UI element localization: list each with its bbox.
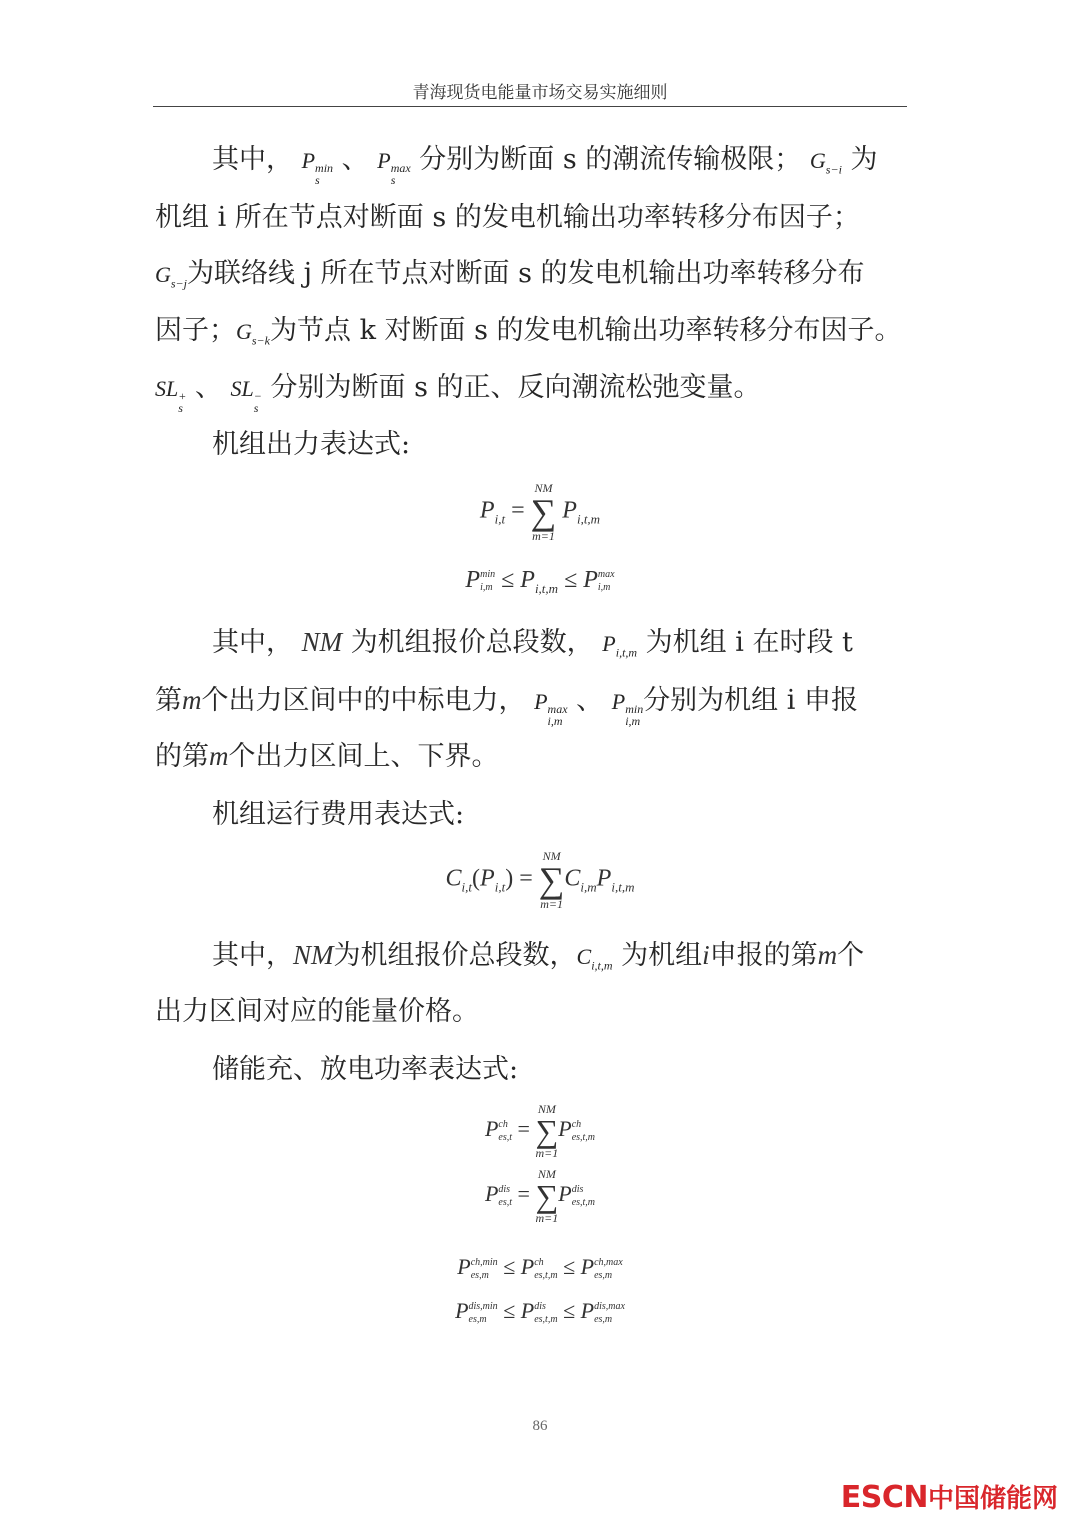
text: 第 bbox=[155, 685, 182, 716]
paragraph-line-7 bbox=[212, 622, 907, 662]
text: 、 bbox=[341, 144, 369, 175]
text: 为 bbox=[850, 144, 878, 175]
text: 为机组报价总段数， bbox=[350, 627, 594, 658]
equation-1: $P_{i,t}$ = NM ∑ m=1 $P_{i,t,m}$ bbox=[479, 481, 601, 543]
paragraph-line-10: 机组运行费用表达式: bbox=[212, 799, 465, 830]
symbol-sl-minus: SL − s bbox=[230, 376, 262, 415]
paragraph-line-6: 机组出力表达式: bbox=[212, 429, 411, 460]
escn-watermark-logo bbox=[841, 1478, 1058, 1515]
text: 、 bbox=[576, 685, 604, 716]
text: 为联络线 j 所在节点对断面 s 的发电机输出功率转移分布 bbox=[187, 258, 865, 289]
sigma-sum: NM ∑ m=1 bbox=[535, 1102, 559, 1160]
symbol-g-sk: $G_{s-k}$ bbox=[236, 319, 270, 348]
symbol-m: m bbox=[817, 940, 838, 970]
symbol-g-si: $G_{s-i}$ bbox=[809, 148, 842, 177]
text: 其中， bbox=[212, 627, 293, 658]
text: 申报的第 bbox=[709, 940, 818, 971]
text: 分别为机组 i 申报 bbox=[643, 685, 858, 716]
symbol-m: m bbox=[182, 685, 202, 715]
page-header-title: 青海现货电能量市场交易实施细则 bbox=[412, 83, 668, 103]
symbol-nm: NM bbox=[293, 940, 334, 970]
text: 的第 bbox=[155, 741, 209, 772]
text: 因子； bbox=[155, 315, 236, 346]
symbol-m: m bbox=[209, 741, 229, 771]
text: 分别为断面 s 的正、反向潮流松弛变量。 bbox=[270, 372, 761, 403]
equation-6: P ch,min es,m ≤ P ch es,t,m ≤ P ch,max es,m bbox=[457, 1254, 623, 1281]
paragraph-line-1 bbox=[212, 140, 907, 187]
sigma-sum: NM ∑ m=1 bbox=[538, 849, 565, 911]
text: 其中， bbox=[212, 940, 293, 971]
text: 、 bbox=[194, 372, 222, 403]
logo-cn: 中国储能网 bbox=[927, 1484, 1058, 1514]
symbol-i: i bbox=[702, 940, 710, 970]
paragraph-line-12: 出力区间对应的能量价格。 bbox=[155, 996, 479, 1027]
text: 个出力区间上、下界。 bbox=[228, 741, 499, 772]
symbol-ps-min: P min s bbox=[301, 148, 334, 187]
symbol-ps-max: P max s bbox=[377, 148, 411, 187]
symbol-p-im-min: P min i,m bbox=[611, 689, 644, 728]
symbol-g-sj: $G_{s-j}$ bbox=[155, 262, 187, 291]
text: 个出力区间中的中标电力， bbox=[201, 685, 526, 716]
text: 分别为断面 s 的潮流传输极限； bbox=[419, 144, 802, 175]
text: 为节点 k 对断面 s 的发电机输出功率转移分布因子。 bbox=[269, 315, 902, 346]
page-number: 86 bbox=[532, 1418, 548, 1434]
equation-4: P ch es,t = NM ∑ m=1 P ch es,t,m bbox=[484, 1102, 596, 1160]
equation-2: P min i,m ≤ $P_{i,t,m} \le P$ max i,m bbox=[465, 567, 615, 596]
paragraph-line-13: 储能充、放电功率表达式: bbox=[212, 1054, 519, 1085]
symbol-sl-plus: SL + s bbox=[155, 376, 187, 415]
paragraph-line-2: 机组 i 所在节点对断面 s 的发电机输出功率转移分布因子； bbox=[155, 202, 860, 233]
paragraph-line-9 bbox=[155, 736, 907, 776]
text: 为机组 bbox=[621, 940, 703, 971]
equation-7: P dis,min es,m ≤ P dis es,t,m ≤ P dis,max es,m bbox=[455, 1298, 625, 1325]
header-rule bbox=[153, 106, 907, 107]
text: 为机组报价总段数， bbox=[333, 940, 577, 971]
sigma-sum: NM ∑ m=1 bbox=[535, 1167, 559, 1225]
paragraph-line-4 bbox=[155, 311, 907, 351]
paragraph-line-3 bbox=[155, 254, 907, 294]
text: 个 bbox=[837, 940, 865, 971]
symbol-c-itm: $C_{i,t,m}$ bbox=[576, 944, 613, 973]
equation-3: $C_{i,t}(P_{i,t})$ = NM ∑ m=1 $C_{i,m}P_{i,t,m}$ bbox=[445, 849, 635, 911]
equation-5: P dis es,t = NM ∑ m=1 P dis es,t,m bbox=[484, 1167, 596, 1225]
text: 其中， bbox=[212, 144, 293, 175]
symbol-p-itm: $P_{i,t,m}$ bbox=[602, 631, 638, 660]
logo-latin: ESCN bbox=[840, 1480, 928, 1515]
sigma-sum: NM ∑ m=1 bbox=[530, 481, 557, 543]
symbol-p-im-max: P max i,m bbox=[534, 689, 568, 728]
symbol-nm: NM bbox=[301, 627, 343, 657]
text: 为机组 i 在时段 t bbox=[645, 627, 853, 658]
paragraph-line-11 bbox=[212, 935, 907, 975]
paragraph-line-5 bbox=[155, 368, 907, 415]
paragraph-line-8 bbox=[155, 680, 907, 728]
